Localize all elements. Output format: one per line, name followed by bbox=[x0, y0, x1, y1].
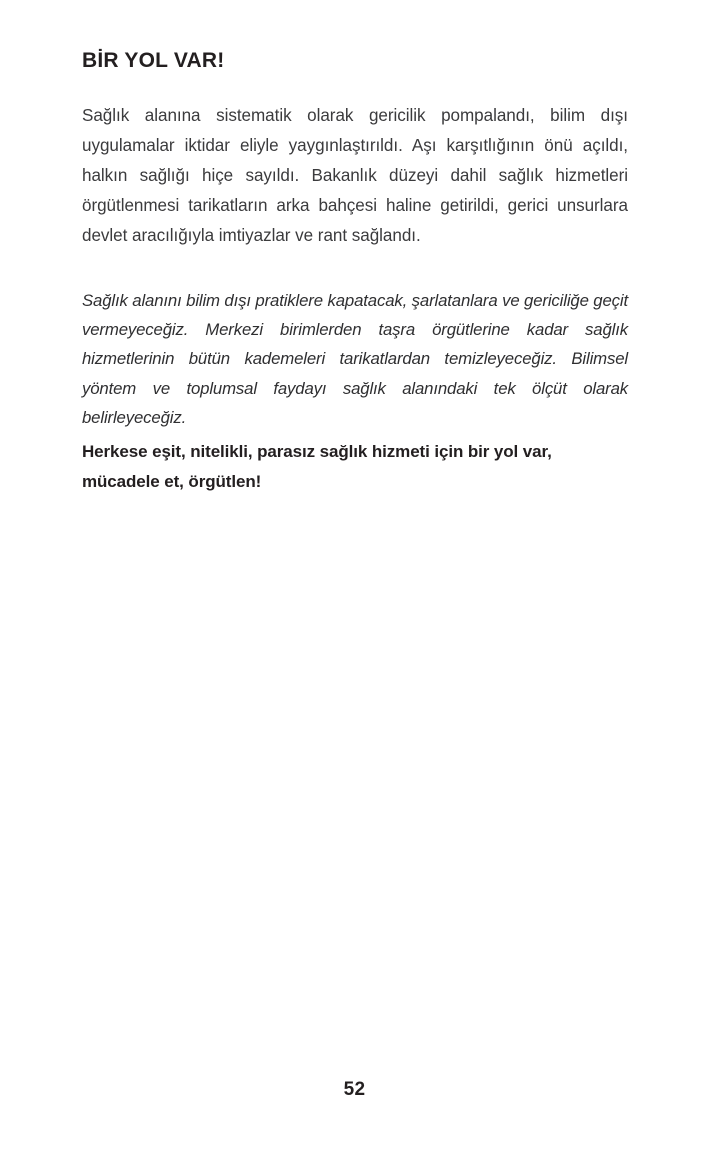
paragraph-call-to-action: Herkese eşit, nitelikli, parasız sağlık hizmeti için bir yol var, mücadele et, örgütlen! bbox=[82, 442, 552, 491]
paragraph-intro: Sağlık alanına sistematik olarak gericilik pompalandı, bilim dışı uygulamalar iktidar eliyle yaygınlaştırıldı. Aşı karşıtlığının önü açıldı, halkın sağlığı hiçe sayıldı. Bakanlık düzeyi dahil sağlık hizmetleri örgütlenmesi tarikatların arka bahçesi haline getirildi, gerici unsurlara devlet aracılığıyla imtiyazlar ve rant sağlandı. bbox=[82, 106, 628, 245]
page-number: 52 bbox=[343, 1079, 366, 1100]
paragraph-pledge-italic: Sağlık alanını bilim dışı pratiklere kapatacak, şarlatanlara ve gericiliğe geçit vermeyeceğiz. Merkezi birimlerden taşra örgütlerine kadar sağlık hizmetlerinin bütün kademeleri tarikatlardan temizleyeceğiz. Bilimsel yöntem ve toplumsal faydayı sağlık alanındaki tek ölçüt olarak belirleyeceğiz. bbox=[82, 291, 628, 427]
page-title: BİR YOL VAR! bbox=[82, 49, 225, 72]
